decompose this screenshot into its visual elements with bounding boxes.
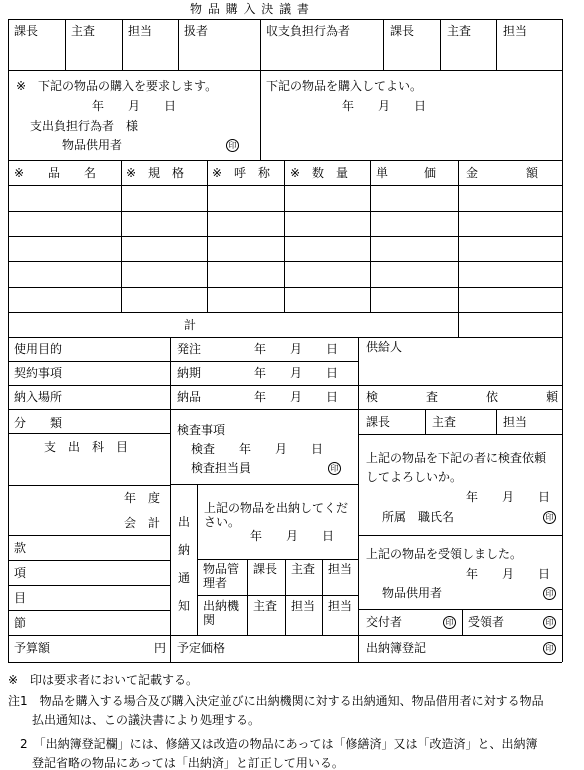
stamp-label-agency-staff: 担当 <box>291 599 316 613</box>
stamp-label-agency-staff-2: 担当 <box>328 599 353 613</box>
label-yen: 円 <box>154 641 167 655</box>
due-date: 年 月 日 <box>254 366 339 380</box>
stamp-label-treasurer: 収支負担行為者 <box>266 24 351 38</box>
inspection-person: 検査担当員 <box>191 461 252 475</box>
note-2-line-2: 登記省略の物品にあっては「出納済」と訂正して用いる。 <box>32 756 344 770</box>
stamp-label-inspection-chief: 課長 <box>366 415 391 429</box>
label-budget: 予算額 <box>14 641 51 655</box>
request-officer: 支出負担行為者 様 <box>30 119 139 133</box>
label-agency-1: 出納機 <box>203 599 240 613</box>
label-moku: 目 <box>14 591 27 605</box>
seal-giver: 印 <box>443 616 456 629</box>
inspection-request-person: 所属 職氏名 <box>382 510 455 524</box>
request-date: 年 月 日 <box>92 99 177 113</box>
seal-register: 印 <box>543 642 556 655</box>
delivery-text-2: さい。 <box>204 515 241 529</box>
stamp-label-section-chief: 課長 <box>14 24 39 38</box>
label-delivery-place: 納入場所 <box>14 390 63 404</box>
header-unit-name: ※ 呼 称 <box>212 166 271 180</box>
label-order: 発注 <box>177 342 202 356</box>
label-purpose: 使用目的 <box>14 342 63 356</box>
label-kan: 款 <box>14 541 27 555</box>
stamp-label-manager-supervisor: 主査 <box>291 562 316 576</box>
header-quantity: ※ 数 量 <box>290 166 349 180</box>
inspection-date: 検査 年 月 日 <box>191 442 324 456</box>
label-supplier: 供給人 <box>366 340 403 354</box>
stamp-label-section-chief-2: 課長 <box>390 24 415 38</box>
label-contract: 契約事項 <box>14 366 63 380</box>
inspection-title: 検査事項 <box>177 423 226 437</box>
header-amount: 金 額 <box>466 166 539 180</box>
label-delivered: 納品 <box>177 390 202 404</box>
inspection-request-text-2: してよろしいか。 <box>366 470 463 484</box>
header-spec: ※ 規 格 <box>126 166 185 180</box>
seal-receiver: 印 <box>543 616 556 629</box>
label-receiver: 受領者 <box>468 615 505 629</box>
receipt-user-label: 物品供用者 <box>382 586 443 600</box>
stamp-label-inspection-staff: 担当 <box>503 415 528 429</box>
label-manager-2: 理者 <box>203 576 228 590</box>
stamp-label-staff-2: 担当 <box>503 24 528 38</box>
delivered-date: 年 月 日 <box>254 390 339 404</box>
request-user-label: 物品供用者 <box>62 138 123 152</box>
seal-inspection-request: 印 <box>543 511 556 524</box>
approve-text: 下記の物品を購入してよい。 <box>266 79 423 93</box>
delivery-notice-vertical-label: 出 納 通 知 <box>177 515 190 613</box>
inspection-request-header: 検 査 依 頼 <box>366 390 559 404</box>
order-date: 年 月 日 <box>254 342 339 356</box>
approve-date: 年 月 日 <box>342 99 427 113</box>
page-title: 物 品 購 入 決 議 書 <box>190 2 310 16</box>
label-manager-1: 物品管 <box>203 562 240 576</box>
stamp-label-manager-staff: 担当 <box>328 562 353 576</box>
stamp-label-handler: 扱者 <box>184 24 209 38</box>
note-asterisk: ※ 印は要求者において記載する。 <box>8 673 199 687</box>
label-planned-price: 予定価格 <box>177 641 226 655</box>
stamp-label-manager-chief: 課長 <box>253 562 278 576</box>
receipt-text: 上記の物品を受領しました。 <box>366 547 523 561</box>
inspection-request-date: 年 月 日 <box>466 490 551 504</box>
stamp-label-supervisor: 主査 <box>71 24 96 38</box>
request-text: ※ 下記の物品の購入を要求します。 <box>16 79 218 93</box>
note-1-line-2: 払出通知は、この議決書により処理する。 <box>32 713 261 727</box>
label-due: 納期 <box>177 366 202 380</box>
stamp-label-supervisor-2: 主査 <box>447 24 472 38</box>
delivery-text-1: 上記の物品を出納してくだ <box>204 501 349 515</box>
label-giver: 交付者 <box>366 615 403 629</box>
label-register: 出納簿登記 <box>366 641 427 655</box>
note-1-line-1: 注1 物品を購入する場合及び購入決定並びに出納機関に対する出納通知、物品借用者に対する物品 <box>8 694 544 708</box>
label-kou: 項 <box>14 566 27 580</box>
header-item-name: ※ 品 名 <box>14 166 97 180</box>
receipt-date: 年 月 日 <box>466 567 551 581</box>
total-label: 計 <box>184 318 197 332</box>
label-account: 会 計 <box>124 516 161 530</box>
stamp-label-agency-supervisor: 主査 <box>253 599 278 613</box>
label-fiscal-year: 年 度 <box>124 491 161 505</box>
seal-request-user: 印 <box>226 139 239 152</box>
label-setsu: 節 <box>14 616 27 630</box>
stamp-label-inspection-supervisor: 主査 <box>432 415 457 429</box>
label-agency-2: 関 <box>203 613 216 627</box>
label-expense-account: 支 出 科 目 <box>44 440 129 454</box>
seal-receipt-user: 印 <box>543 587 556 600</box>
label-classification: 分 類 <box>14 416 63 430</box>
header-unit-price: 単 価 <box>376 166 437 180</box>
stamp-label-staff: 担当 <box>128 24 153 38</box>
seal-inspection-person: 印 <box>328 462 341 475</box>
delivery-date: 年 月 日 <box>250 529 335 543</box>
note-2-line-1: 2 「出納簿登記欄」には、修繕又は改造の物品にあっては「修繕済」又は「改造済」と、出納簿 <box>20 737 538 751</box>
inspection-request-text-1: 上記の物品を下記の者に検査依頼 <box>366 451 547 465</box>
